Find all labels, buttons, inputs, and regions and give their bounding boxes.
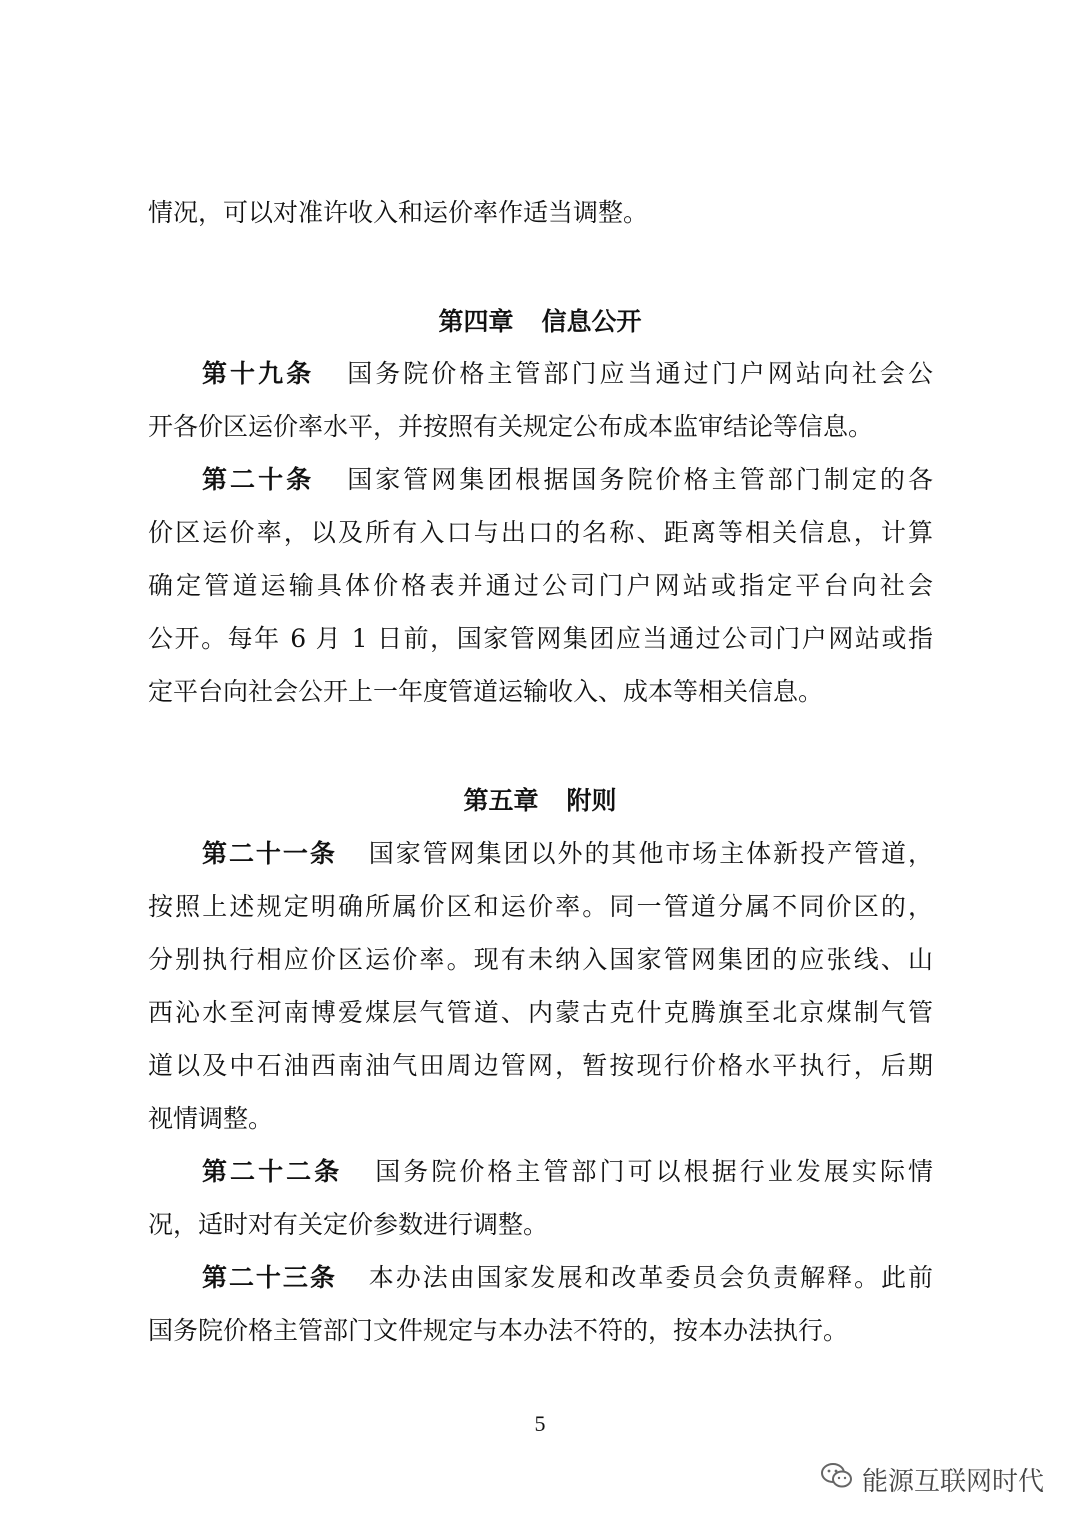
article-20-line-1 [148,463,933,497]
wechat-icon [820,1461,862,1498]
watermark [820,1461,1044,1498]
paragraph-line: 公开。每年 6 月 1 日前，国家管网集团应当通过公司门户网站或指 [148,624,933,653]
paragraph-line: 视情调整。 [148,1104,274,1133]
article-text: 国务院价格主管部门应当通过门户网站向社会公 [344,359,933,388]
chapter-heading-4 [0,305,1080,339]
article-label: 第二十二条 [202,1157,343,1186]
article-text: 国家管网集团根据国务院价格主管部门制定的各 [344,465,933,494]
paragraph-line: 按照上述规定明确所属价区和运价率。同一管道分属不同价区的， [148,892,933,921]
chapter-number: 第五章 [463,786,539,815]
article-text: 国务院价格主管部门可以根据行业发展实际情 [372,1157,933,1186]
article-22-line-1 [148,1155,933,1189]
paragraph-line: 分别执行相应价区运价率。现有未纳入国家管网集团的应张线、山 [148,945,933,974]
paragraph-line: 价区运价率，以及所有入口与出口的名称、距离等相关信息，计算 [148,518,933,547]
paragraph-line: 西沁水至河南博爱煤层气管道、内蒙古克什克腾旗至北京煤制气管 [148,998,933,1027]
article-23-line-1 [148,1261,933,1295]
article-text: 国家管网集团以外的其他市场主体新投产管道， [366,839,933,868]
chapter-number: 第四章 [438,307,514,336]
paragraph-line: 确定管道运输具体价格表并通过公司门户网站或指定平台向社会 [148,571,933,600]
chapter-title: 信息公开 [541,307,642,336]
paragraph-line: 定平台向社会公开上一年度管道运输收入、成本等相关信息。 [148,677,824,706]
article-text: 本办法由国家发展和改革委员会负责解释。此前 [366,1263,933,1292]
article-label: 第二十条 [202,465,315,494]
watermark-text: 能源互联网时代 [862,1467,1045,1497]
paragraph-line: 国务院价格主管部门文件规定与本办法不符的，按本办法执行。 [148,1316,849,1345]
paragraph-line: 道以及中石油西南油气田周边管网，暂按现行价格水平执行，后期 [148,1051,933,1080]
paragraph-line: 情况，可以对准许收入和运价率作适当调整。 [148,198,649,227]
chapter-heading-5 [0,784,1080,818]
article-label: 第二十三条 [202,1263,337,1292]
page-number: 5 [534,1411,546,1436]
article-19-line-1 [148,357,933,391]
article-label: 第十九条 [202,359,315,388]
article-label: 第二十一条 [202,839,337,868]
article-21-line-1 [148,837,933,871]
paragraph-line: 况，适时对有关定价参数进行调整。 [148,1210,549,1239]
paragraph-line: 开各价区运价率水平，并按照有关规定公布成本监审结论等信息。 [148,412,874,441]
chapter-title: 附则 [566,786,617,815]
